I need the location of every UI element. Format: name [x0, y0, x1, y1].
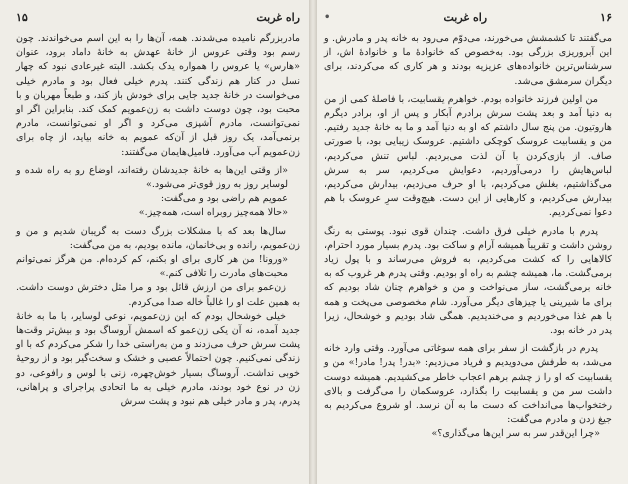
book-gutter	[309, 0, 317, 484]
paragraph: من اولین فرزند خانواده بودم. خواهرم یقسابیت، با فاصلهٔ کمی از من به دنیا آمد و بعد پشت سرش برادرم آبکار و پس از او، برادر دیگرم هاروتیون. من پنج سال داشتم که او به دنیا آمد و ما به خانهٔ جدید رفتیم. من و یقسابیت عروسک کوچکی داشتیم. عروسک زیبایی بود، با صورتی صاف. از بازی‌کردن با آن لذت می‌بردیم. لباس تنش می‌کردیم، لباس‌هایش را درمی‌آوردیم، دعوایش می‌کردیم، سر به سرش می‌گذاشتیم، بغلش می‌کردیم، با او حرف می‌زدیم، بیدارش می‌کردیم، بیدارش می‌کردیم، و کارهایی از این دست. هیچ‌وقت سرِ عروسک با هم دعوا نمی‌کردیم.	[324, 93, 612, 219]
paragraph: پدرم با مادرم خیلی فرق داشت. چندان قوی نبود. پوستی به رنگ روشن داشت و تقریباً همیشه آرام و ساکت بود. پدرم بسیار مورد احترام، کالاهایی را که کشت می‌کردیم، به فروش می‌رساند و با پول زیاد برمی‌گشت. ما، همیشه چشم به راه او بودیم. وقتی پدرم هر غروب که به خانه برمی‌گشت، ساز می‌نواخت و من و خواهرم چنان شاد بودیم که برای ما شیرینی یا چیزهای دیگر می‌آورد. شام مخصوصی می‌پخت و همه با هم غذا می‌خوردیم و می‌خندیدیم. همگی شاد بودیم و خوشحال، زیرا پدر در خانه بود.	[324, 225, 612, 337]
quote-paragraph: «حالا همه‌چیز روبراه است، همه‌چیز.»	[138, 207, 288, 219]
paragraph: می‌گفتند تا کشمشش می‌خورند، می‌دوّم می‌رود به خانه پدر و مادرش. و این آبروریزی بزرگی بود. به‌خصوص که خانوادهٔ ما و خانوادهٔ اش، از سرشناس‌ترین خانواده‌های عزیزیه بودند و هر کاری که می‌کردند، برای دیگران سرمشق می‌شد.	[324, 33, 612, 87]
paragraph: خیلی خوشحال بودم که این زن‌عمویم، نوعی لوسایر، با ما به خانهٔ جدید آمده، نه آن یکی زن‌عمو که اسمش آروساگ بود و بیش‌تر وقت‌ها پشت سرش حرف می‌زدند و من به‌راستی خدا را شکر می‌کردم که با او زندگی نمی‌کنیم. چون احتمالاً عصبی و خشک و سخت‌گیر بود و از روحیهٔ خوبی نداشت. آروساگ بسیار خوش‌چهره، زنی با لوس و رافوعی، دو زن در نوع خود بودند، مادرم خیلی به ما اتحادی پراجرای و پراهانی، پدرم، پدر و مادر خیلی هم نبود و پشت سرش	[16, 310, 300, 408]
right-page-text	[324, 32, 612, 442]
quote-paragraph: «چرا این‌قدر سر به سر این‌ها می‌گذاری؟»	[431, 428, 600, 440]
running-title: راه غربت	[443, 10, 488, 24]
quote-paragraph: «از وقتی این‌ها به خانهٔ جدیدشان رفته‌اند، اوضاع رو به راه شده و لوسایر روز به روز قوی‌تر می‌شود.»	[16, 164, 288, 191]
paragraph: زن‌عمو برای من ارزش قائل بود و مرا مثل دخترش دوست داشت. به همین علت او را غالباً خاله صدا می‌کردم.	[16, 282, 300, 308]
left-page-text	[16, 32, 300, 409]
header-dot: •	[324, 11, 331, 23]
left-page	[0, 0, 312, 484]
right-page	[312, 0, 628, 484]
left-page-header	[16, 8, 300, 26]
right-page-header	[324, 8, 612, 26]
page-number: ۱۵	[16, 10, 28, 24]
quote-paragraph: «ورونا! من هر کاری برای او بکنم، کم کرده‌ام. من هرگز نمی‌توانم محبت‌های مادرت را تلافی کنم.»	[16, 254, 288, 280]
paragraph: مادربزرگم نامیده می‌شدند. همه، آن‌ها را به این اسم می‌خواندند. چون رسم بود وقتی عروس از خانهٔ عهدش به خانهٔ داماد برود، عنوان «هارس» یا عروس را همواره یدک بکشد. البته غیرعادی نبود که چهار نسل در کنار هم زندگی کنند. پدرم خیلی فعال بود و مادرم خیلی می‌خواست در خانهٔ جدید جایی برای خودش باز کند، و طبعاً مهربان و با محبت بود، چون دوست داشت به زن‌عمویم کمک کند. بنابراین اگر او نمی‌توانست، مادرم آشپزی می‌کرد و اگر او نمی‌توانست، مادرم برنمی‌آمد، یک روز قبل از آن‌که عمویم به خانه بیاید، از چاه برای زن‌عمویم آب می‌آورد. فامیل‌هایمان می‌گفتند:	[16, 33, 300, 158]
paragraph: پدرم در بازگشت از سفر برای همه سوغاتی می‌آورد. وقتی وارد خانه می‌شد، به طرفش می‌دویدیم و فریاد می‌زدیم: «بدر! پدر! مادر!» من و یقسابیت که او را ز چشم برهم اعجاب خاطر می‌کشیدیم. همیشه دوست داشت سر من و یقسابیت را بگذارد، عروسکمان را می‌گرفت و بالای رختخواب‌ها می‌انداخت که دست ما به آن نرسد. او شروع می‌کردیم به جیغ زدن و مادرم می‌گفت:	[324, 343, 612, 426]
quote-paragraph: عمویم هم راضی بود و می‌گفت:	[160, 193, 288, 205]
paragraph: سال‌ها بعد که با مشکلات بزرگ دست به گریبان شدیم و من و زن‌عمویم، رانده و بی‌خانمان، مانده بودیم، به من می‌گفت:	[16, 225, 300, 251]
running-title: راه غربت	[256, 10, 300, 24]
page-number: ۱۶	[600, 10, 612, 24]
